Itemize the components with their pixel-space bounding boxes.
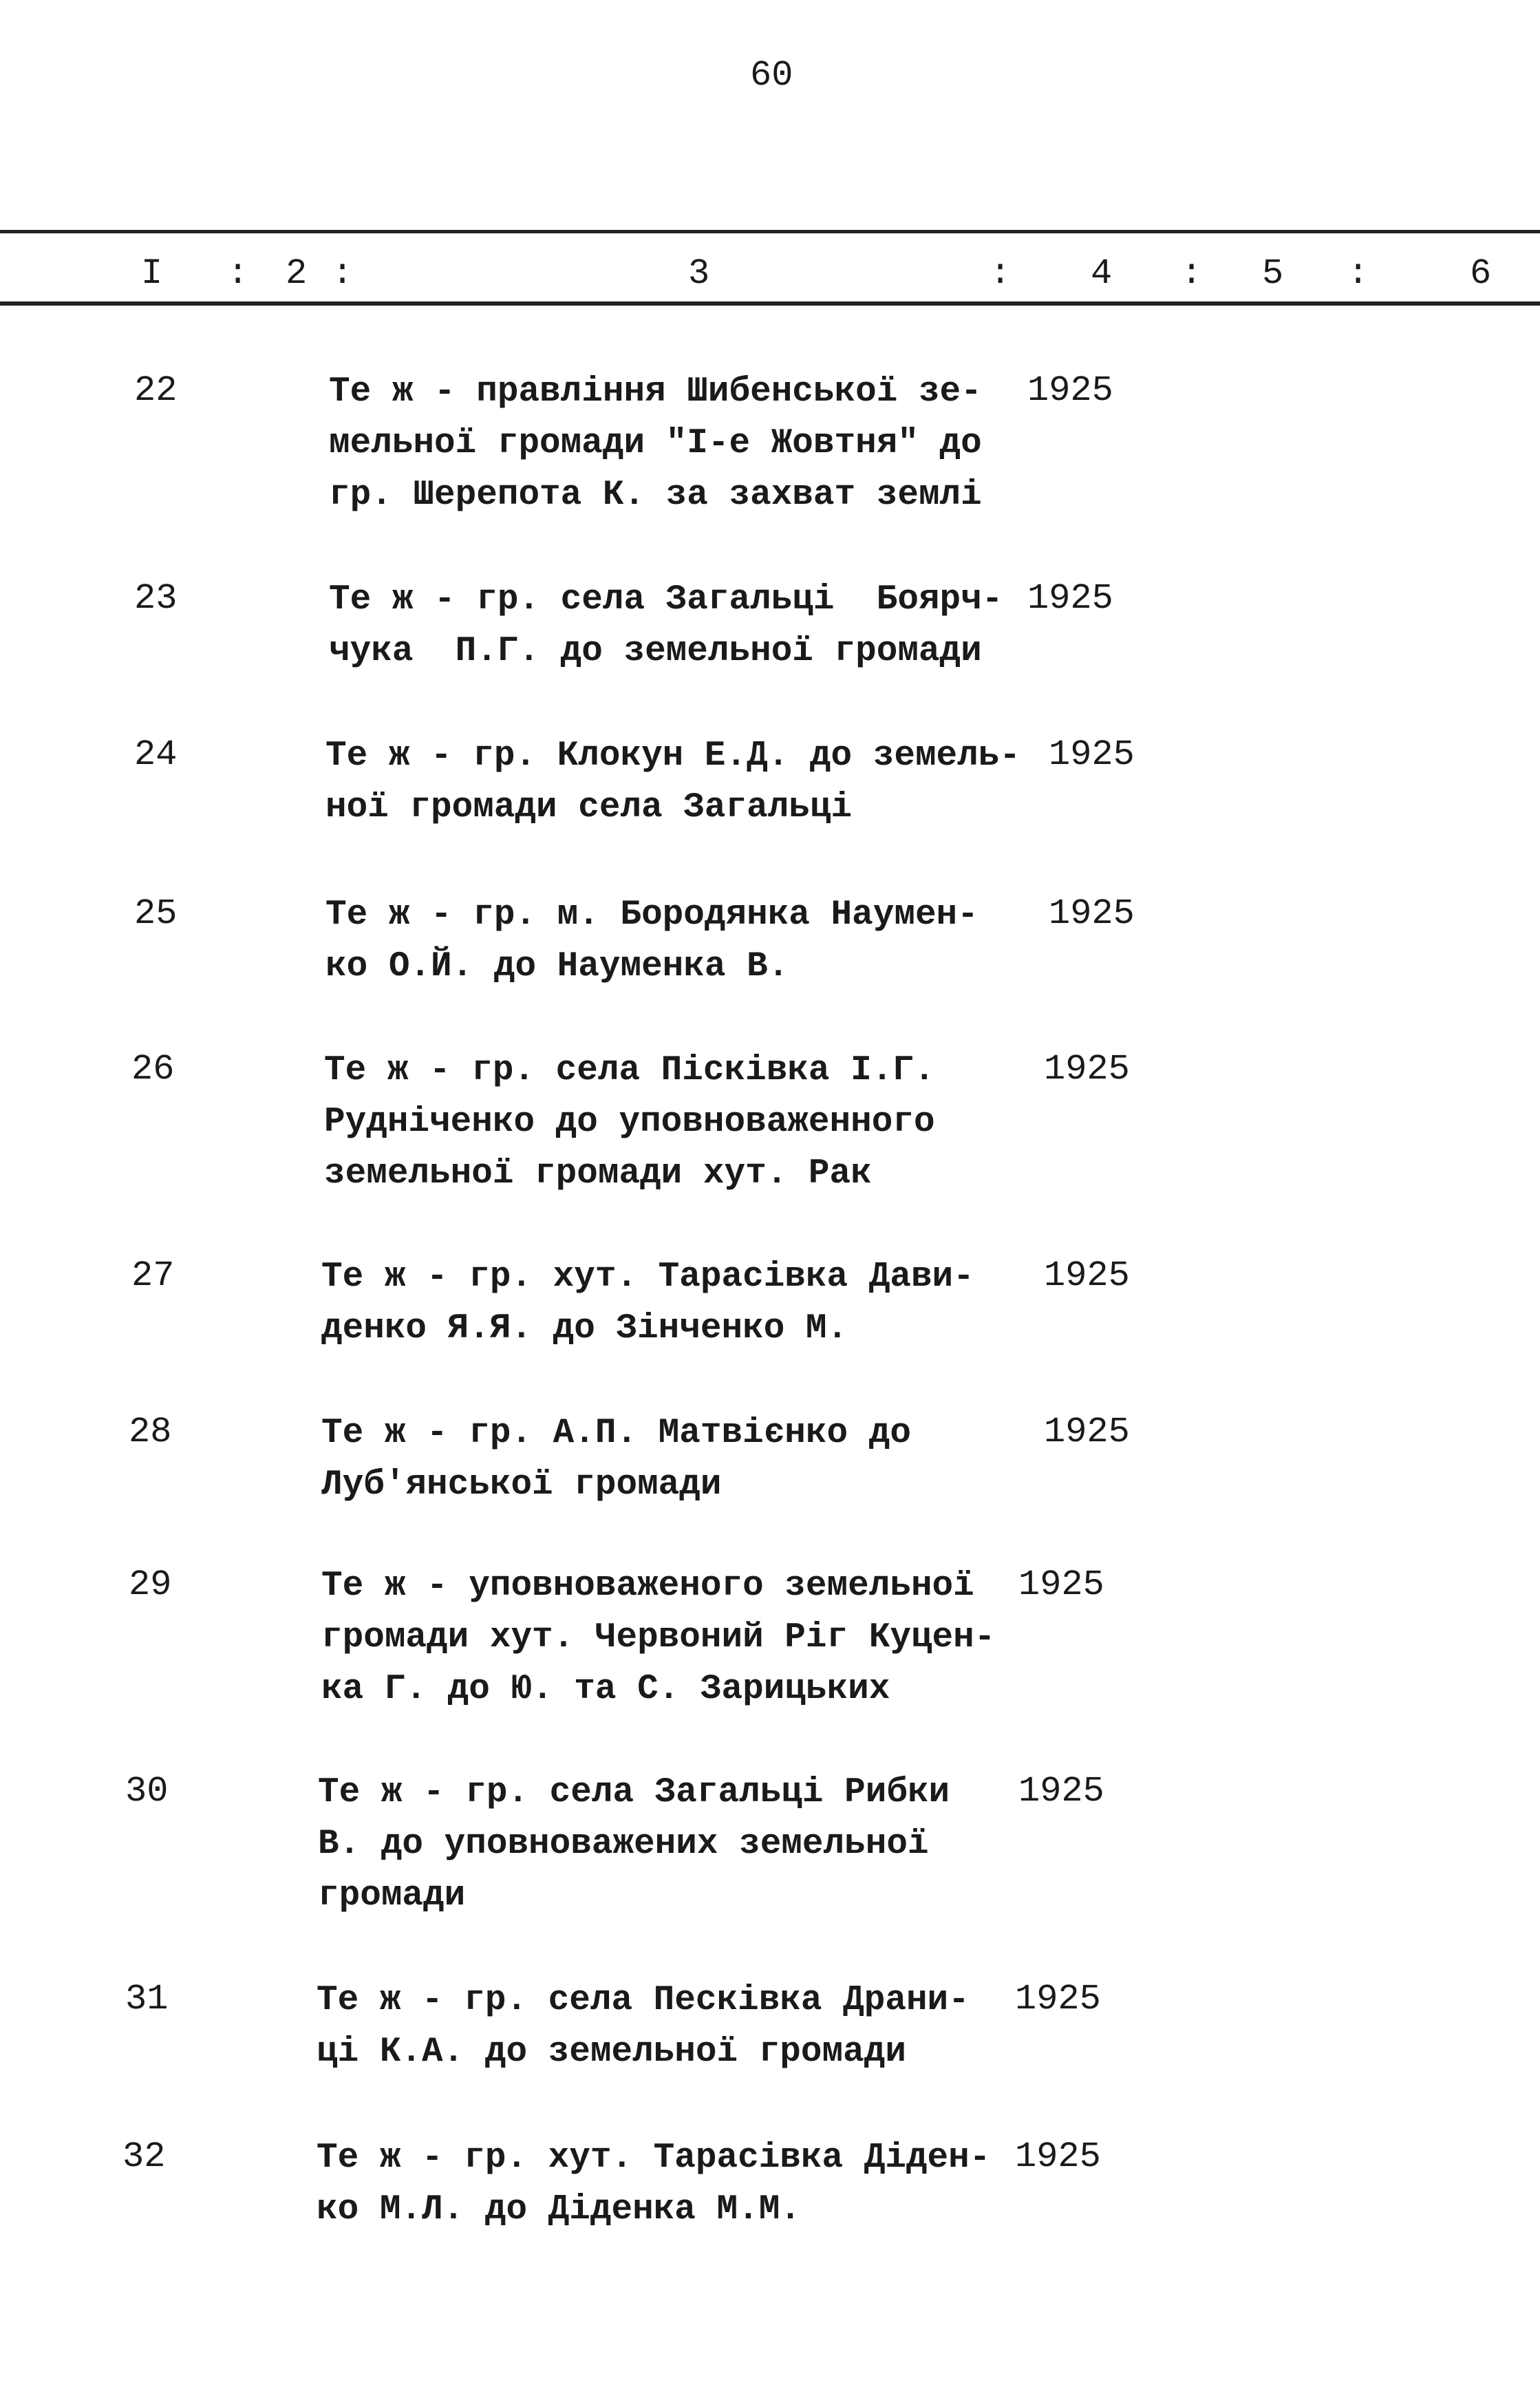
description-line: ка Г. до Ю. та С. Зарицьких	[321, 1670, 890, 1709]
description-line: громади	[318, 1876, 466, 1916]
description-line: ці К.А. до земельної громади	[317, 2033, 906, 2072]
entry-number: 22	[134, 370, 178, 411]
description-line: В. до уповноважених земельної	[318, 1825, 929, 1864]
entry-year: 1925	[1044, 1049, 1130, 1090]
entry-number: 26	[131, 1049, 175, 1090]
column-separator: :	[227, 253, 249, 294]
entry-number: 24	[134, 734, 178, 775]
entry-number: 30	[125, 1771, 169, 1812]
entry-description	[321, 1560, 995, 1715]
entry-description	[317, 2132, 990, 2236]
description-line: ко О.Й. до Науменка В.	[325, 947, 789, 986]
entry-year: 1925	[1015, 2136, 1101, 2177]
column-4-header: 4	[1091, 253, 1113, 294]
column-6-header: 6	[1470, 253, 1492, 294]
description-line: гр. Шерепота К. за захват землі	[329, 476, 982, 515]
entry-number: 32	[122, 2136, 166, 2177]
entry-number: 28	[129, 1412, 172, 1452]
entry-description	[321, 1251, 974, 1355]
entry-description	[325, 730, 1020, 834]
entry-year: 1925	[1049, 734, 1135, 775]
entry-description	[318, 1767, 950, 1922]
entry-year: 1925	[1027, 578, 1113, 619]
header-bottom-rule	[0, 301, 1540, 306]
entry-description	[325, 889, 978, 993]
column-separator: :	[1347, 253, 1369, 294]
description-line: Те ж - уповноваженого земельної	[321, 1567, 974, 1606]
entry-number: 23	[134, 578, 178, 619]
entry-number: 29	[129, 1564, 172, 1605]
column-2-header: 2	[286, 253, 308, 294]
description-line: Луб'янської громади	[321, 1465, 722, 1505]
column-separator: :	[1181, 253, 1203, 294]
entry-number: 31	[125, 1979, 169, 2019]
description-line: ко М.Л. до Діденка М.М.	[317, 2190, 801, 2229]
description-line: Те ж - гр. хут. Тарасівка Дави-	[321, 1258, 974, 1297]
description-line: ної громади села Загальці	[325, 788, 853, 827]
entry-year: 1925	[1044, 1412, 1130, 1452]
entry-year: 1925	[1044, 1255, 1130, 1296]
description-line: мельної громади "І-е Жовтня" до	[329, 424, 982, 463]
entry-year: 1925	[1049, 893, 1135, 934]
header-top-rule	[0, 230, 1540, 233]
description-line: Те ж - гр. села Загальці Рибки	[318, 1773, 950, 1812]
entry-year: 1925	[1018, 1771, 1104, 1812]
entry-description	[324, 1045, 935, 1200]
column-3-header: 3	[688, 253, 710, 294]
column-5-header: 5	[1262, 253, 1284, 294]
page-number: 60	[750, 55, 793, 96]
entry-description	[329, 366, 982, 521]
entry-description	[329, 574, 1003, 677]
entry-number: 25	[134, 893, 178, 934]
description-line: Те ж - гр. села Загальці Боярч-	[329, 580, 1003, 619]
entry-year: 1925	[1018, 1564, 1104, 1605]
entry-number: 27	[131, 1255, 175, 1296]
description-line: Те ж - гр. села Пісківка І.Г.	[324, 1051, 935, 1090]
description-line: земельної громади хут. Рак	[324, 1154, 872, 1193]
description-line: громади хут. Червоний Ріг Куцен-	[321, 1618, 996, 1657]
column-1-header: I	[141, 253, 163, 294]
column-separator: :	[990, 253, 1012, 294]
description-line: Те ж - правління Шибенської зе-	[329, 372, 982, 412]
entry-year: 1925	[1015, 1979, 1101, 2019]
description-line: Те ж - гр. села Песківка Драни-	[317, 1981, 970, 2020]
column-separator: :	[332, 253, 354, 294]
description-line: Те ж - гр. Клокун Е.Д. до земель-	[325, 736, 1020, 776]
description-line: денко Я.Я. до Зінченко М.	[321, 1309, 848, 1348]
entry-description	[321, 1408, 911, 1511]
description-line: Рудніченко до уповноваженного	[324, 1103, 935, 1142]
entry-year: 1925	[1027, 370, 1113, 411]
description-line: Те ж - гр. м. Бородянка Наумен-	[325, 895, 978, 935]
description-line: Те ж - гр. А.П. Матвієнко до	[321, 1414, 911, 1453]
entry-description	[317, 1975, 970, 2078]
description-line: чука П.Г. до земельної громади	[329, 632, 982, 671]
description-line: Те ж - гр. хут. Тарасівка Діден-	[317, 2139, 991, 2178]
